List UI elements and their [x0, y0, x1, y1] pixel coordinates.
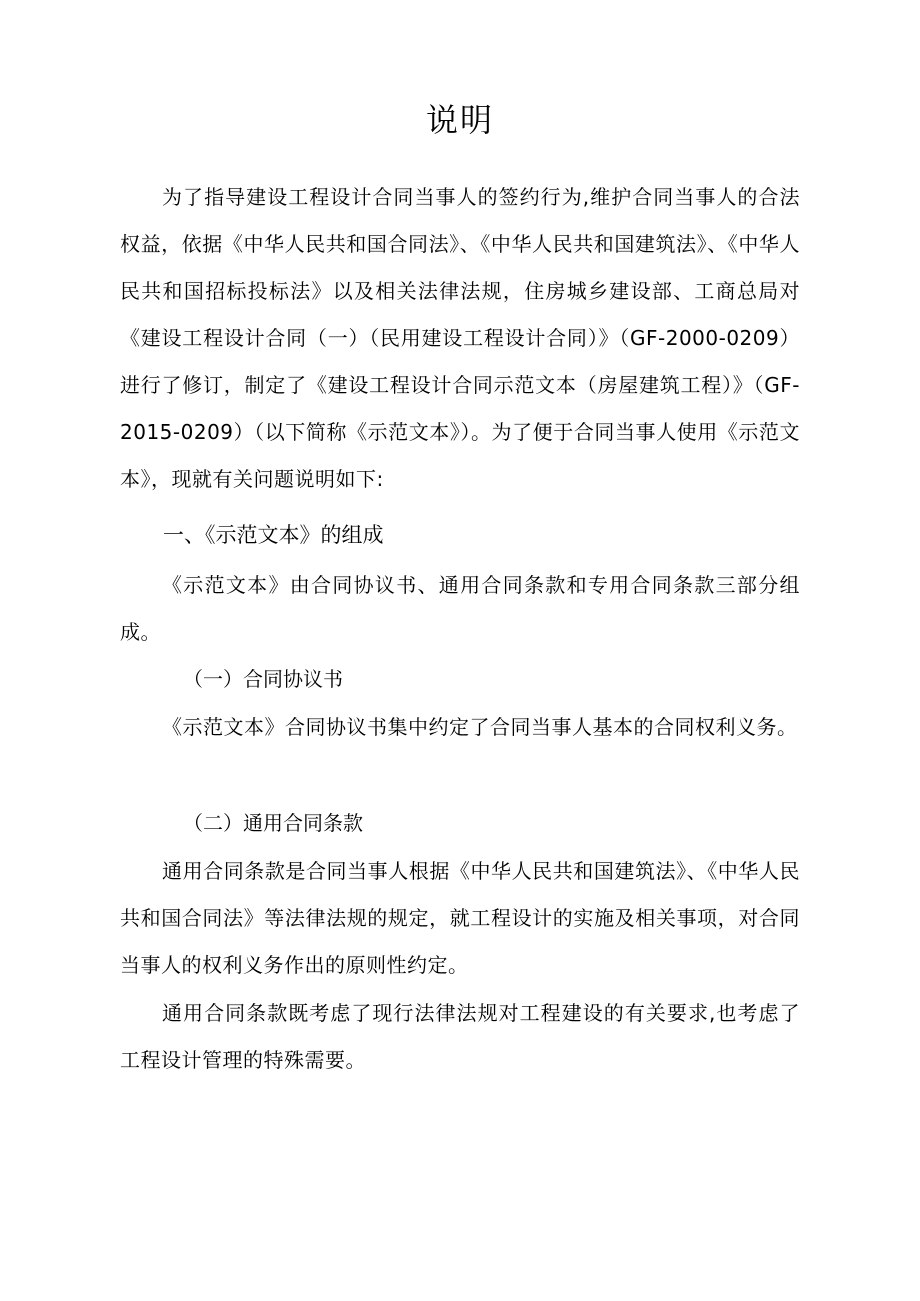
- subsection-heading-general-terms: （二）通用合同条款: [183, 811, 363, 835]
- general-terms-paragraph-2: 通用合同条款既考虑了现行法律法规对工程建设的有关要求,也考虑了工程设计管理的特殊需要。: [120, 1001, 800, 1072]
- section-heading-composition: 一、《示范文本》的组成: [163, 523, 384, 547]
- composition-paragraph: 《示范文本》由合同协议书、通用合同条款和专用合同条款三部分组成。: [120, 573, 800, 644]
- agreement-paragraph: 《示范文本》合同协议书集中约定了合同当事人基本的合同权利义务。: [162, 715, 798, 739]
- subsection-heading-agreement: （一）合同协议书: [183, 667, 343, 691]
- intro-paragraph: 为了指导建设工程设计合同当事人的签约行为,维护合同当事人的合法权益，依据《中华人民共和国合同法》、《中华人民共和国建筑法》、《中华人民共和国招标投标法》以及相关法律法规，住房城乡建设部、工商总局对《建设工程设计合同（一）（民用建设工程设计合同）》（GF-2000-0209）进行了修订，制定了《建设工程设计合同示范文本（房屋建筑工程）》（GF-2015-0209）（以下简称《示范文本》）。为了便于合同当事人使用《示范文本》，现就有关问题说明如下:: [120, 185, 800, 491]
- page-title: 说明: [425, 101, 494, 139]
- general-terms-paragraph-1: 通用合同条款是合同当事人根据《中华人民共和国建筑法》、《中华人民共和国合同法》等法律法规的规定，就工程设计的实施及相关事项，对合同当事人的权利义务作出的原则性约定。: [120, 859, 800, 977]
